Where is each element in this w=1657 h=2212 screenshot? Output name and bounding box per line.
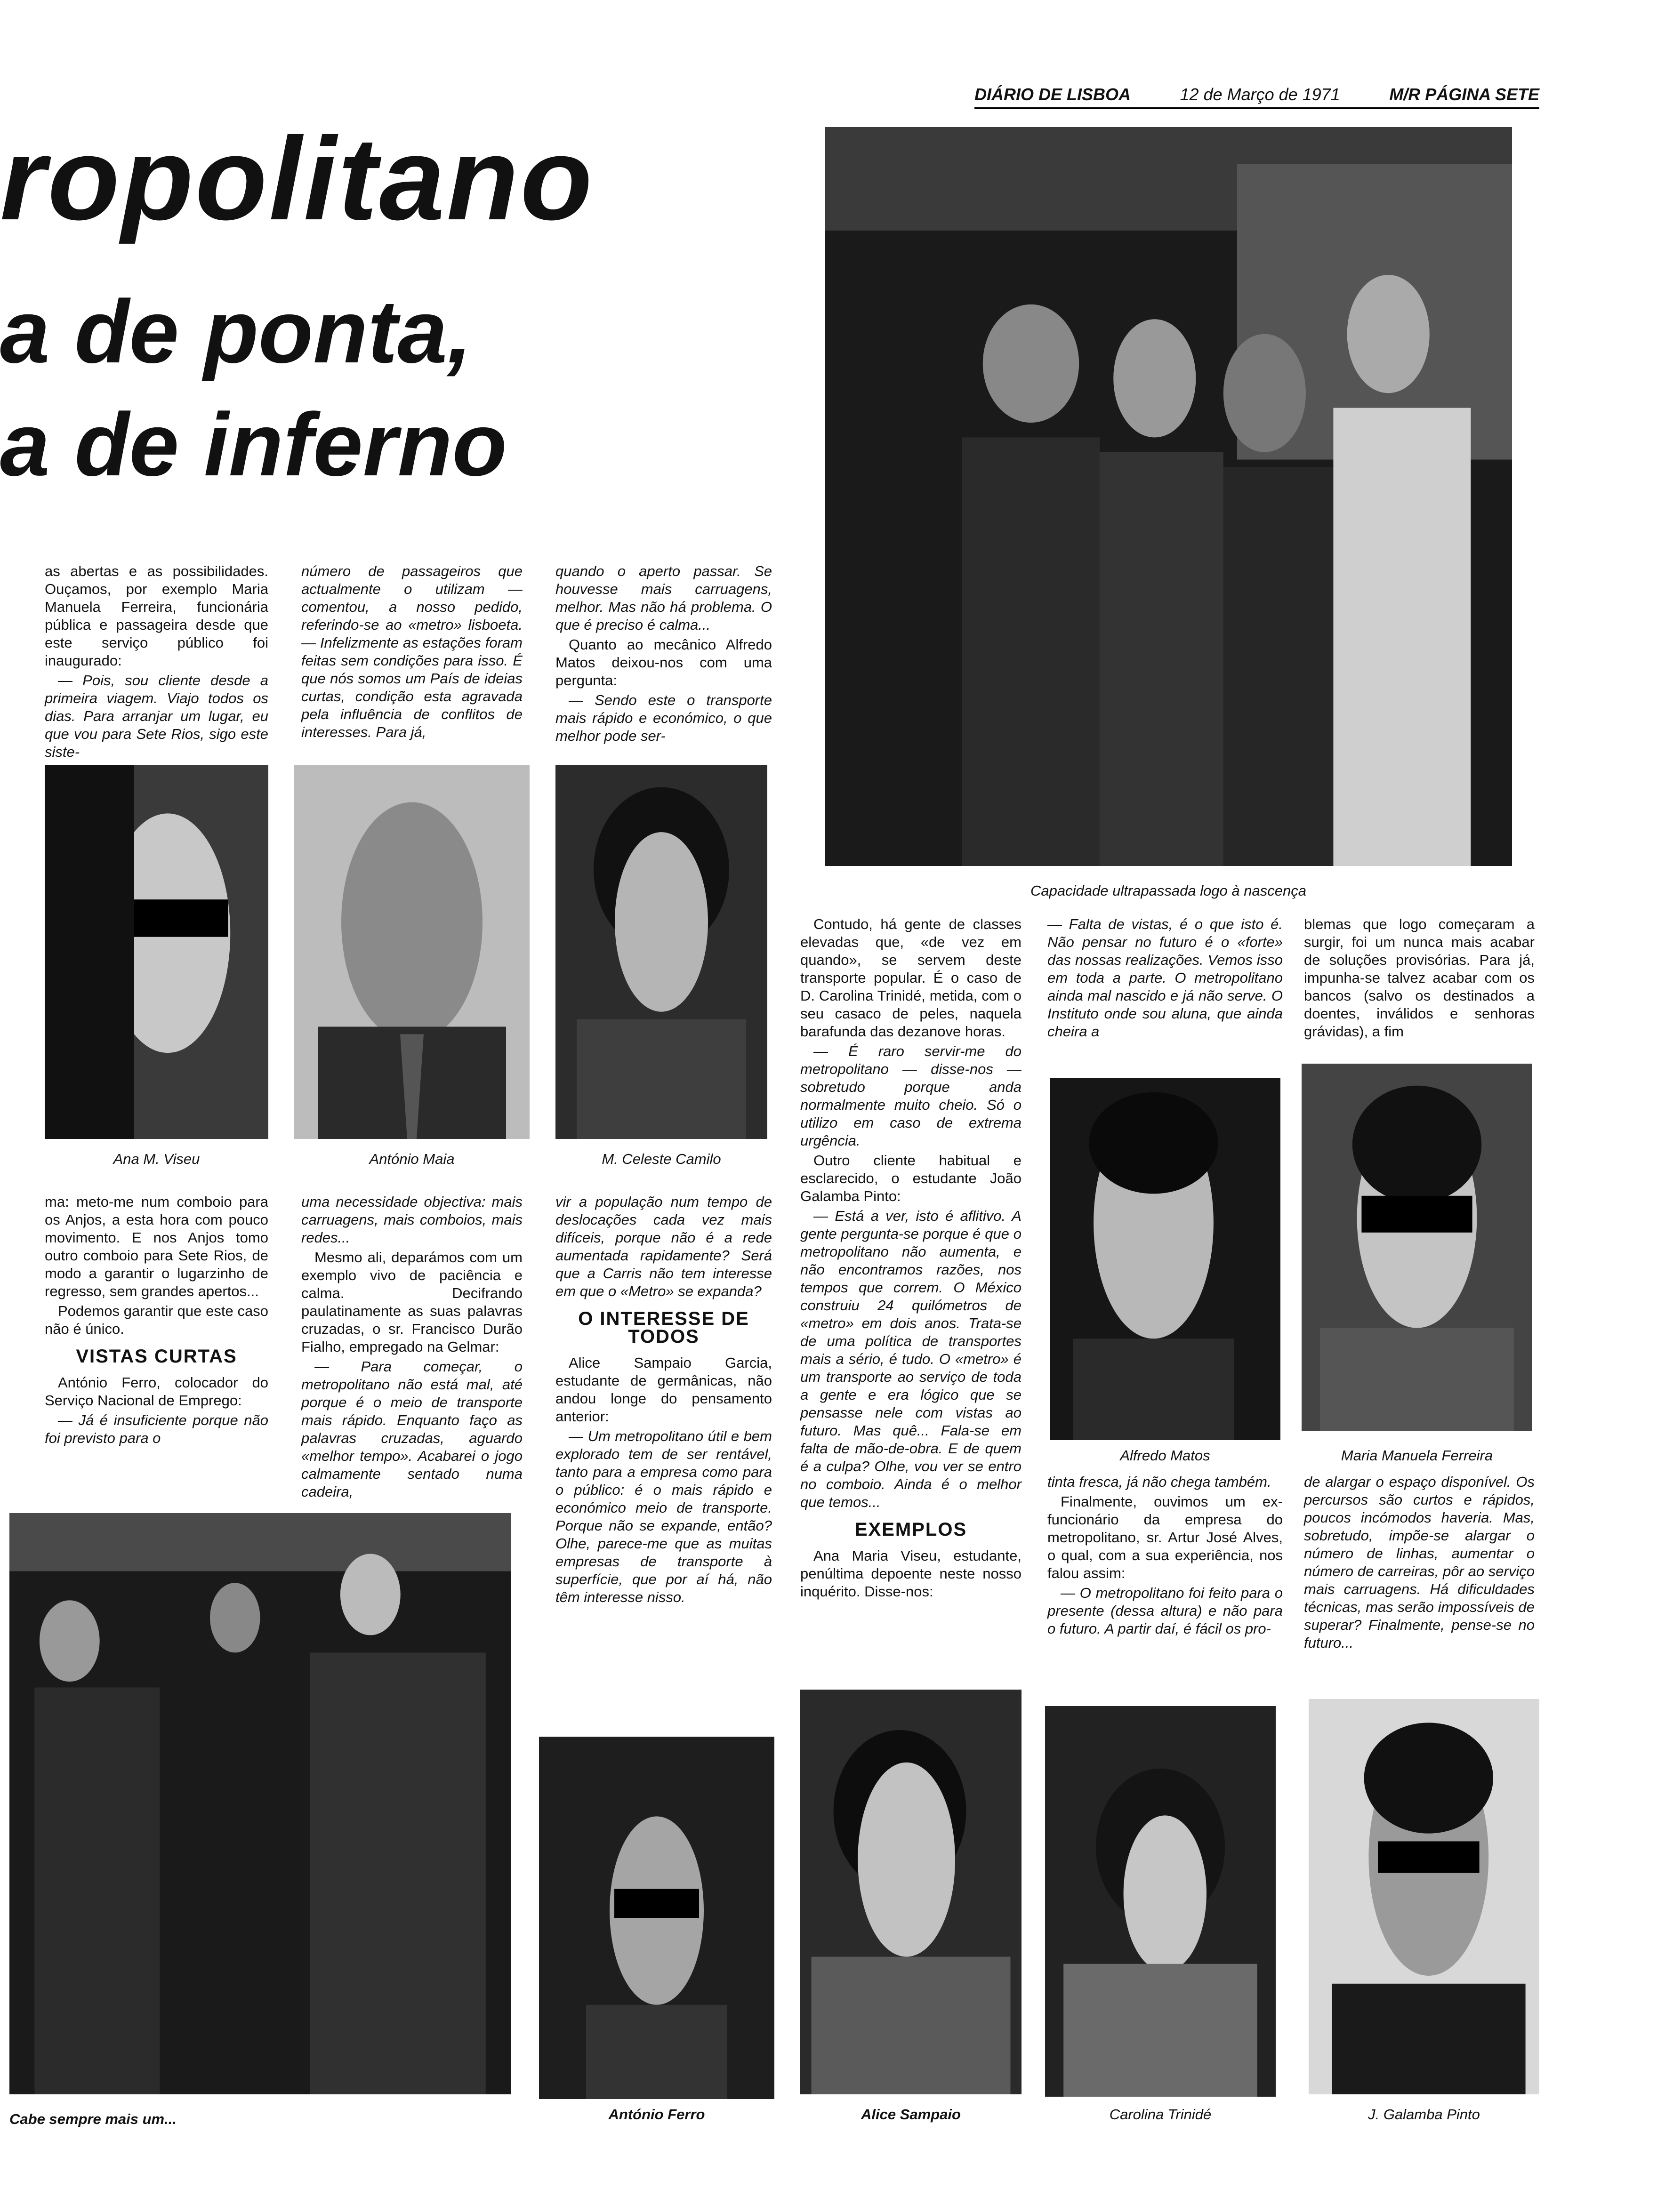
photo-maria-ferreira — [1302, 1064, 1532, 1431]
paragraph: uma necessidade objectiva: mais carruagens, mais comboios, mais redes... — [301, 1194, 523, 1246]
column-1-top — [45, 562, 268, 763]
paragraph: Quanto ao mecânico Alfredo Matos deixou-nos com uma pergunta: — [555, 636, 772, 689]
column-3-middle — [555, 1193, 772, 1608]
column-5-bottom — [1047, 1473, 1283, 1640]
paragraph: quando o aperto passar. Se houvesse mais carruagens, melhor. Mas não há problema. O que é preciso é calma... — [555, 563, 772, 633]
paragraph: Outro cliente habitual e esclarecido, o estudante João Galamba Pinto: — [800, 1152, 1022, 1204]
caption-antonio-maia: António Maia — [369, 1151, 455, 1167]
photo-carolina-trinide — [1045, 1706, 1276, 2097]
paragraph: Podemos garantir que este caso não é único. — [45, 1303, 268, 1337]
paragraph: — Sendo este o transporte mais rápido e económico, o que melhor pode ser- — [555, 692, 772, 744]
photo-celeste-camilo — [555, 765, 767, 1139]
photo-crowd-platform — [9, 1513, 511, 2094]
paragraph: — Está a ver, isto é aflitivo. A gente pergunta-se porque é que o metropolitano não aumenta, e não encontramos razões, nos tempos que correm. O México construiu 24 quilómetros de «metro» em dois anos. Trata-se de uma política de transportes mais a sério, é tudo. O «metro» é um transporte ao serviço de toda a gente e era lógico que se pensasse nele com vistas ao futuro. Mas quê... Fala-se em falta de mão-de-obra. E de quem é a culpa? Olhe, vou ver se entro no comboio. Ainda é o melhor que temos... — [800, 1208, 1022, 1510]
caption-carolina: Carolina Trinidé — [1109, 2106, 1212, 2123]
page-header — [974, 85, 1539, 109]
column-2-middle — [301, 1193, 523, 1503]
column-6-top — [1304, 915, 1535, 1042]
caption-galamba: J. Galamba Pinto — [1368, 2106, 1480, 2123]
paragraph: Finalmente, ouvimos um ex-funcionário da empresa do metropolitano, sr. Artur José Alves, o qual, com a sua experiência, nos falou assim: — [1047, 1493, 1283, 1581]
paragraph: de alargar o espaço disponível. Os percursos são curtos e rápidos, poucos incómodos haveria. Mas, sobretudo, impõe-se alargar o número de linhas, aumentar o número de carreiras, pôr ao serviço mais carruagens. Há dificuldades técnicas, mas serão impossíveis de superar? Finalmente, pense-se no futuro... — [1304, 1474, 1535, 1651]
paragraph: blemas que logo começaram a surgir, foi um nunca mais acabar de soluções provisórias. Para já, impunha-se talvez acabar com os bancos (salvo os destinados a doentes, inválidos e senhoras grávidas), a fim — [1304, 916, 1535, 1040]
paragraph: — Falta de vistas, é o que isto é. Não pensar no futuro é o «forte» das nossas realizações. Vemos isso em toda a parte. O metropolitano ainda mal nascido e já não serve. O Instituto onde sou aluna, que ainda cheira a — [1047, 916, 1283, 1040]
photo-antonio-ferro — [539, 1737, 774, 2099]
column-2-top — [301, 562, 523, 743]
caption-alice: Alice Sampaio — [861, 2106, 961, 2123]
paragraph: vir a população num tempo de deslocações cada vez mais difíceis, porque não é a rede aumentada rapidamente? Será que a Carris não tem interesse em que o «Metro» se expanda? — [555, 1194, 772, 1299]
paragraph: Contudo, há gente de classes elevadas que, «de vez em quando», se servem deste transporte popular. É o caso de D. Carolina Trinidé, metida, com o seu casaco de peles, naquela barafunda das dezanove horas. — [800, 916, 1022, 1040]
paragraph: Ana Maria Viseu, estudante, penúltima depoente neste nosso inquérito. Disse-nos: — [800, 1547, 1022, 1600]
newspaper-name: DIÁRIO DE LISBOA — [974, 85, 1131, 104]
paragraph: — Pois, sou cliente desde a primeira viagem. Viajo todos os dias. Para arranjar um lugar, eu que vou para Sete Rios, sigo este siste- — [45, 672, 268, 760]
column-3-top — [555, 562, 772, 747]
headline-line-2: a de ponta, — [0, 282, 472, 382]
caption-maria: Maria Manuela Ferreira — [1341, 1447, 1493, 1464]
photo-illustration — [825, 127, 1512, 866]
paragraph: ma: meto-me num comboio para os Anjos, a esta hora com pouco movimento. E nos Anjos tomo outro comboio para Sete Rios, de modo a garantir o lugarzinho de regresso, sem grandes apertos... — [45, 1194, 268, 1299]
paragraph: — Um metropolitano útil e bem explorado tem de ser rentável, tanto para a empresa como para o público: é o mais rápido e económico meio de transporte. Porque não se expande, então? Olhe, parece-me que as muitas empresas de transporte à superfície, que por aí há, não têm interesse nisso. — [555, 1428, 772, 1605]
caption-ana: Ana M. Viseu — [113, 1151, 200, 1167]
paragraph: — É raro servir-me do metropolitano — disse-nos — sobretudo porque anda normalmente muito cheio. Só o utilizo em caso de extrema urgência. — [800, 1043, 1022, 1149]
headline-line-1: ropolitano — [0, 113, 595, 244]
paragraph: António Ferro, colocador do Serviço Nacional de Emprego: — [45, 1374, 268, 1409]
caption-celeste: M. Celeste Camilo — [602, 1151, 721, 1167]
column-1-middle — [45, 1193, 268, 1449]
paragraph: — Para começar, o metropolitano não está mal, até porque é o meio de transporte mais rápido. Enquanto faço as palavras cruzadas, aguardo «melhor tempo». Acabarei o jogo calmamente sentado numa cadeira, — [301, 1358, 523, 1500]
caption-crowd: Cabe sempre mais um... — [9, 2111, 177, 2127]
paragraph: as abertas e as possibilidades. Ouçamos, por exemplo Maria Manuela Ferreira, funcionária pública e passageira desde que este serviço público foi inaugurado: — [45, 563, 268, 669]
paragraph: Alice Sampaio Garcia, estudante de germânicas, não andou longe do pensamento anterior: — [555, 1354, 772, 1425]
main-photo-crowd — [825, 127, 1512, 866]
caption-alfredo: Alfredo Matos — [1120, 1447, 1210, 1464]
paragraph: — Já é insuficiente porque não foi previsto para o — [45, 1412, 268, 1446]
paragraph: Mesmo ali, deparámos com um exemplo vivo de paciência e calma. Decifrando paulatinamente as suas palavras cruzadas, o sr. Francisco Durão Fialho, empregado na Gelmar: — [301, 1249, 523, 1355]
subheading-exemplos: EXEMPLOS — [854, 1519, 967, 1540]
photo-antonio-maia — [294, 765, 530, 1139]
subheading-vistas-curtas: VISTAS CURTAS — [76, 1346, 237, 1367]
page-number: M/R PÁGINA SETE — [1389, 85, 1539, 104]
photo-alfredo-matos — [1050, 1078, 1280, 1440]
column-5-top — [1047, 915, 1283, 1042]
paragraph: tinta fresca, já não chega também. — [1047, 1474, 1271, 1490]
column-6-bottom — [1304, 1473, 1535, 1654]
caption-main-photo: Capacidade ultrapassada logo à nascença — [1030, 882, 1306, 899]
headline-line-3: a de inferno — [0, 395, 507, 495]
paragraph: — O metropolitano foi feito para o presente (dessa altura) e não para o futuro. A partir daí, é fácil os pro- — [1047, 1585, 1283, 1637]
photo-alice-sampaio — [800, 1690, 1022, 2094]
photo-ana-viseu — [45, 765, 268, 1139]
paragraph: número de passageiros que actualmente o utilizam — comentou, a nosso pedido, referindo-se ao «metro» lisboeta. — Infelizmente as estações foram feitas sem condições para isso. É que nós somos um País de ideias curtas, condição esta agravada pela influência de conflitos de interesses. Para já, — [301, 563, 523, 740]
subheading-interesse: O INTERESSE DE TODOS — [578, 1308, 749, 1347]
issue-date: 12 de Março de 1971 — [1180, 85, 1340, 104]
photo-galamba-pinto — [1309, 1699, 1539, 2094]
caption-ferro: António Ferro — [608, 2106, 705, 2123]
column-4 — [800, 915, 1022, 1603]
